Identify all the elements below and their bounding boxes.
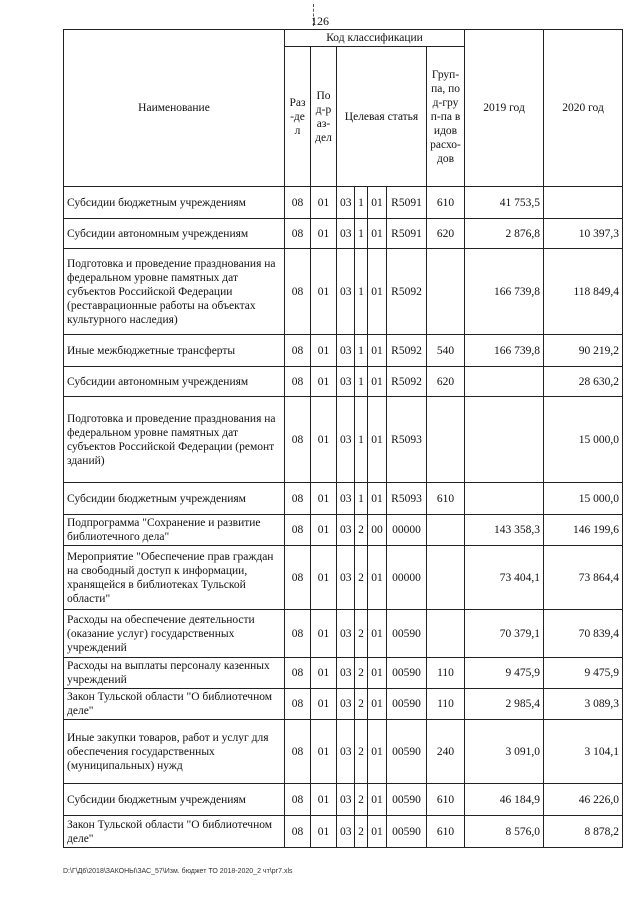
cell-c1: 03 xyxy=(337,335,355,367)
cell-rz: 08 xyxy=(285,335,311,367)
cell-c1: 03 xyxy=(337,689,355,720)
cell-c2: 2 xyxy=(355,515,368,546)
cell-y2019: 143 358,3 xyxy=(465,515,544,546)
cell-y2020: 15 000,0 xyxy=(544,483,623,515)
cell-pr: 01 xyxy=(311,397,337,483)
cell-c3: 01 xyxy=(368,335,387,367)
cell-c4: R5091 xyxy=(387,219,427,249)
cell-rz: 08 xyxy=(285,367,311,397)
cell-rz: 08 xyxy=(285,658,311,689)
cell-y2020: 9 475,9 xyxy=(544,658,623,689)
cell-pr: 01 xyxy=(311,658,337,689)
table-row xyxy=(64,658,623,689)
cell-c2: 2 xyxy=(355,816,368,848)
cell-y2020: 3 104,1 xyxy=(544,720,623,784)
cell-y2020: 118 849,4 xyxy=(544,249,623,335)
cell-name: Расходы на обеспечение деятельности (оказание услуг) государственных учреждений xyxy=(64,610,285,658)
cell-name: Подготовка и проведение празднования на федеральном уровне памятных дат субъектов Российской Федерации (ремонт зданий) xyxy=(64,397,285,483)
cell-c4: 00590 xyxy=(387,784,427,816)
table-row xyxy=(64,249,623,335)
cell-y2019: 8 576,0 xyxy=(465,816,544,848)
cell-c2: 2 xyxy=(355,658,368,689)
cell-c3: 01 xyxy=(368,720,387,784)
cell-c1: 03 xyxy=(337,610,355,658)
cell-y2019: 166 739,8 xyxy=(465,249,544,335)
cell-rz: 08 xyxy=(285,816,311,848)
cell-vr: 620 xyxy=(427,219,465,249)
cell-c1: 03 xyxy=(337,249,355,335)
cell-y2020: 46 226,0 xyxy=(544,784,623,816)
cell-pr: 01 xyxy=(311,515,337,546)
page-number: 126 xyxy=(311,14,329,28)
cell-rz: 08 xyxy=(285,546,311,610)
cell-rz: 08 xyxy=(285,515,311,546)
table-row xyxy=(64,367,623,397)
cell-name: Мероприятие "Обеспечение прав граждан на свободный доступ к информации, хранящейся в библиотеках Тульской области" xyxy=(64,546,285,610)
cell-pr: 01 xyxy=(311,689,337,720)
cell-name: Подготовка и проведение празднования на федеральном уровне памятных дат субъектов Российской Федерации (реставрационные работы на объектах культурного наследия) xyxy=(64,249,285,335)
table-row xyxy=(64,546,623,610)
cell-vr: 610 xyxy=(427,483,465,515)
cell-rz: 08 xyxy=(285,187,311,219)
cell-y2019: 2 876,8 xyxy=(465,219,544,249)
cell-c3: 01 xyxy=(368,546,387,610)
cell-c4: 00590 xyxy=(387,610,427,658)
cell-y2020: 70 839,4 xyxy=(544,610,623,658)
cell-c2: 1 xyxy=(355,219,368,249)
cell-c1: 03 xyxy=(337,219,355,249)
cell-y2019 xyxy=(465,397,544,483)
cell-rz: 08 xyxy=(285,610,311,658)
cell-c2: 1 xyxy=(355,187,368,219)
cell-y2019: 73 404,1 xyxy=(465,546,544,610)
cell-rz: 08 xyxy=(285,249,311,335)
cell-c4: R5093 xyxy=(387,483,427,515)
cell-pr: 01 xyxy=(311,816,337,848)
cell-c4: 00000 xyxy=(387,546,427,610)
cell-y2019: 3 091,0 xyxy=(465,720,544,784)
cell-c1: 03 xyxy=(337,515,355,546)
cell-y2020: 8 878,2 xyxy=(544,816,623,848)
cell-c1: 03 xyxy=(337,483,355,515)
cell-pr: 01 xyxy=(311,249,337,335)
cell-y2019: 70 379,1 xyxy=(465,610,544,658)
cell-y2020: 10 397,3 xyxy=(544,219,623,249)
table-row xyxy=(64,784,623,816)
cell-c4: 00590 xyxy=(387,689,427,720)
cell-y2019: 46 184,9 xyxy=(465,784,544,816)
table-row xyxy=(64,720,623,784)
cell-c4: 00590 xyxy=(387,720,427,784)
table-row xyxy=(64,219,623,249)
cell-c4: R5092 xyxy=(387,335,427,367)
cell-name: Иные закупки товаров, работ и услуг для обеспечения государственных (муниципальных) нужд xyxy=(64,720,285,784)
cell-c4: R5093 xyxy=(387,397,427,483)
cell-y2020: 15 000,0 xyxy=(544,397,623,483)
cell-pr: 01 xyxy=(311,483,337,515)
header-section: Раз-дел xyxy=(285,47,311,187)
cell-y2019: 2 985,4 xyxy=(465,689,544,720)
cell-c3: 01 xyxy=(368,187,387,219)
cell-vr xyxy=(427,515,465,546)
table-row xyxy=(64,689,623,720)
cell-rz: 08 xyxy=(285,397,311,483)
cell-name: Субсидии автономным учреждениям xyxy=(64,219,285,249)
cell-rz: 08 xyxy=(285,219,311,249)
cell-vr: 240 xyxy=(427,720,465,784)
cell-name: Субсидии бюджетным учреждениям xyxy=(64,784,285,816)
cell-c3: 01 xyxy=(368,397,387,483)
cell-c2: 1 xyxy=(355,249,368,335)
cell-c3: 01 xyxy=(368,658,387,689)
table-row xyxy=(64,483,623,515)
cell-pr: 01 xyxy=(311,784,337,816)
cell-y2020: 146 199,6 xyxy=(544,515,623,546)
header-classification: Код классификации xyxy=(285,30,465,47)
cell-y2019: 41 753,5 xyxy=(465,187,544,219)
cell-name: Иные межбюджетные трансферты xyxy=(64,335,285,367)
cell-name: Субсидии бюджетным учреждениям xyxy=(64,483,285,515)
cell-pr: 01 xyxy=(311,610,337,658)
header-name: Наименование xyxy=(64,30,285,187)
cell-c3: 00 xyxy=(368,515,387,546)
cell-c3: 01 xyxy=(368,816,387,848)
table-row xyxy=(64,187,623,219)
cell-c3: 01 xyxy=(368,610,387,658)
table-row xyxy=(64,335,623,367)
cell-pr: 01 xyxy=(311,219,337,249)
cell-y2020: 28 630,2 xyxy=(544,367,623,397)
header-subsection: Под-раз-дел xyxy=(311,47,337,187)
cell-c1: 03 xyxy=(337,658,355,689)
cell-y2019 xyxy=(465,483,544,515)
cell-c4: 00590 xyxy=(387,658,427,689)
table-row xyxy=(64,816,623,848)
cell-y2019: 166 739,8 xyxy=(465,335,544,367)
cell-c1: 03 xyxy=(337,187,355,219)
header-year-2019: 2019 год xyxy=(465,30,544,187)
table-row xyxy=(64,610,623,658)
table-row xyxy=(64,397,623,483)
cell-c2: 1 xyxy=(355,335,368,367)
cell-c2: 2 xyxy=(355,689,368,720)
cell-c2: 1 xyxy=(355,367,368,397)
cell-pr: 01 xyxy=(311,335,337,367)
cell-name: Расходы на выплаты персоналу казенных учреждений xyxy=(64,658,285,689)
cell-vr: 610 xyxy=(427,816,465,848)
cell-pr: 01 xyxy=(311,720,337,784)
cell-name: Закон Тульской области "О библиотечном деле" xyxy=(64,689,285,720)
cell-c4: R5092 xyxy=(387,367,427,397)
cell-vr: 620 xyxy=(427,367,465,397)
cell-c1: 03 xyxy=(337,720,355,784)
cell-c1: 03 xyxy=(337,784,355,816)
cell-y2020 xyxy=(544,187,623,219)
cell-y2019: 9 475,9 xyxy=(465,658,544,689)
cell-c4: R5092 xyxy=(387,249,427,335)
cell-vr: 610 xyxy=(427,784,465,816)
cell-vr: 110 xyxy=(427,689,465,720)
file-path-footer: D:\Г\Д6\2018\ЗАКОНЫ\ЗАС_57\Изм. бюджет ТО 2018-2020_2 чт\рг7.xls xyxy=(63,868,293,875)
cell-vr xyxy=(427,397,465,483)
cell-vr xyxy=(427,610,465,658)
cell-pr: 01 xyxy=(311,187,337,219)
cell-y2020: 73 864,4 xyxy=(544,546,623,610)
cell-c1: 03 xyxy=(337,367,355,397)
cell-rz: 08 xyxy=(285,483,311,515)
budget-table xyxy=(63,29,623,848)
cell-c1: 03 xyxy=(337,546,355,610)
cell-vr: 110 xyxy=(427,658,465,689)
cell-name: Субсидии бюджетным учреждениям xyxy=(64,187,285,219)
cell-c2: 2 xyxy=(355,546,368,610)
cell-rz: 08 xyxy=(285,784,311,816)
cell-name: Закон Тульской области "О библиотечном деле" xyxy=(64,816,285,848)
cell-pr: 01 xyxy=(311,367,337,397)
cell-c4: R5091 xyxy=(387,187,427,219)
header-target: Целевая статья xyxy=(337,47,427,187)
cell-y2020: 90 219,2 xyxy=(544,335,623,367)
table-row xyxy=(64,515,623,546)
cell-c2: 2 xyxy=(355,784,368,816)
cell-c4: 00590 xyxy=(387,816,427,848)
cell-pr: 01 xyxy=(311,546,337,610)
cell-c3: 01 xyxy=(368,483,387,515)
cell-c2: 1 xyxy=(355,397,368,483)
cell-vr xyxy=(427,249,465,335)
cell-y2019 xyxy=(465,367,544,397)
cell-vr: 610 xyxy=(427,187,465,219)
cell-c3: 01 xyxy=(368,784,387,816)
cell-c4: 00000 xyxy=(387,515,427,546)
header-year-2020: 2020 год xyxy=(544,30,623,187)
cell-rz: 08 xyxy=(285,720,311,784)
cell-name: Субсидии автономным учреждениям xyxy=(64,367,285,397)
cell-c3: 01 xyxy=(368,689,387,720)
cell-c2: 2 xyxy=(355,720,368,784)
cell-name: Подпрограмма "Сохранение и развитие библиотечного дела" xyxy=(64,515,285,546)
cell-c2: 1 xyxy=(355,483,368,515)
header-group: Груп-па, под-груп-па видов расхо-дов xyxy=(427,47,465,187)
cell-c1: 03 xyxy=(337,816,355,848)
cell-vr: 540 xyxy=(427,335,465,367)
cell-c2: 2 xyxy=(355,610,368,658)
cell-rz: 08 xyxy=(285,689,311,720)
cell-vr xyxy=(427,546,465,610)
cell-c3: 01 xyxy=(368,367,387,397)
cell-c1: 03 xyxy=(337,397,355,483)
cell-y2020: 3 089,3 xyxy=(544,689,623,720)
cell-c3: 01 xyxy=(368,219,387,249)
cell-c3: 01 xyxy=(368,249,387,335)
